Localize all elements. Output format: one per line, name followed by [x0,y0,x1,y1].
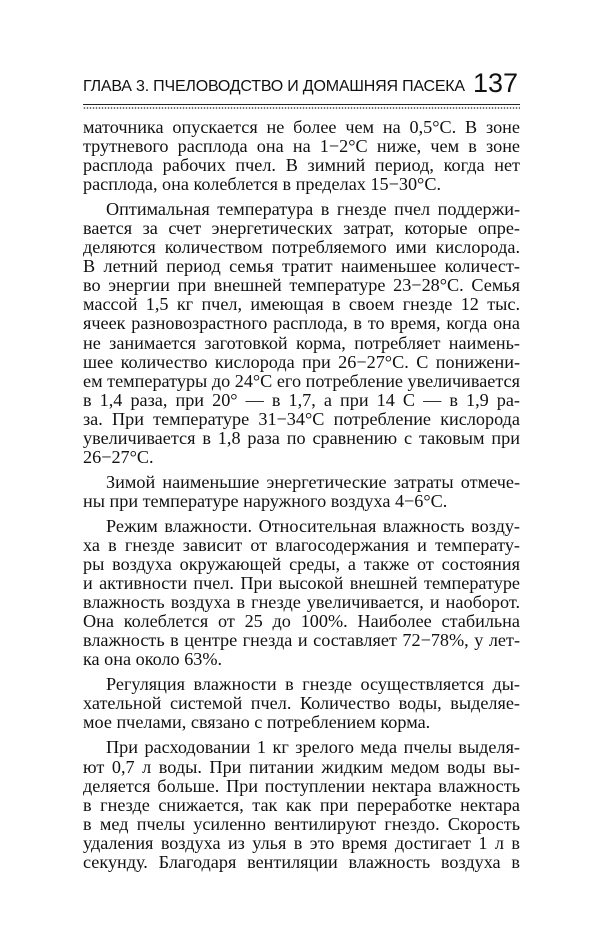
running-head: ГЛАВА 3. ПЧЕЛОВОДСТВО И ДОМАШНЯЯ ПАСЕКА [83,78,465,95]
text-line: в 1,4 раза, при 20° — в 1,7, а при 14 С — в 1,9 ра- [83,389,520,410]
text-line: во энергии при внешней температуре 23−28°С. Семья [83,275,520,296]
text-line: маточника опускается не более чем на 0,5°С. В зоне [83,117,520,137]
header-divider [83,104,520,110]
text-line: В летний период семья тратит наименьшее количест- [83,256,520,277]
text-line: массой 1,5 кг пчел, имеющая в своем гнезде 12 тыс. [83,294,520,315]
body-text [83,118,520,872]
page-number: 137 [472,68,518,98]
text-line: и активности пчел. При высокой внешней температуре [83,573,520,594]
paragraph [83,738,520,871]
text-line: шее количество кислорода при 26−27°С. С понижени- [83,351,520,372]
text-line: ем температуры до 24°С его потребление увеличивается [83,370,520,391]
paragraph [83,473,520,511]
text-line: деляются количеством потребляемого ими кислорода. [83,237,520,258]
text-line: вается за счет энергетических затрат, которые опре- [83,218,520,239]
text-line: не занимается заготовкой корма, потребляет наимень- [83,332,520,353]
text-line: влажность воздуха в гнезде увеличивается, и наоборот. [83,592,520,613]
text-line: Оптимальная температура в гнезде пчел поддержи- [106,199,520,220]
text-line: расплода рабочих пчел. В зимний период, когда нет [83,155,520,176]
text-line: ха в гнезде зависит от влагосодержания и температу- [83,534,520,555]
text-line: увеличивается в 1,8 раза по сравнению с таковым при [83,427,520,448]
text-line: удаления воздуха из улья в это время достигает 1 л в [83,832,520,853]
text-line: При расходовании 1 кг зрелого меда пчелы выделя- [106,737,520,758]
paragraph [83,675,520,732]
text-line: ка она около 63%. [83,649,223,670]
text-line: влажность в центре гнезда и составляет 72−78%, у лет- [83,630,520,651]
text-line: секунду. Благодаря вентиляции влажность воздуха в [83,851,520,872]
paragraph [83,517,520,669]
text-line: ют 0,7 л воды. При питании жидким медом воды вы- [83,756,520,777]
text-line: деляется больше. При поступлении нектара влажность [83,775,520,796]
text-line: мое пчелами, связано с потреблением корма. [83,712,431,733]
text-line: хательной системой пчел. Количество воды, выделяе- [83,693,520,714]
text-line: трутневого расплода она на 1−2°С ниже, чем в зоне [83,136,520,157]
text-line: расплода, она колеблется в пределах 15−30°С. [83,174,441,195]
text-line: Режим влажности. Относительная влажность возду- [106,515,520,536]
paragraph [83,200,520,467]
page-header [83,66,520,102]
text-line: Она колеблется от 25 до 100%. Наиболее стабильна [83,611,520,632]
text-line: ячеек разновозрастного расплода, в то время, когда она [83,313,520,334]
text-line: Регуляция влажности в гнезде осуществляется ды- [106,674,520,695]
text-line: в мед пчелы усиленно вентилируют гнездо. Скорость [83,813,520,834]
text-line: за. При температуре 31−34°С потребление кислорода [83,408,520,429]
text-line: 26−27°С. [83,446,154,467]
text-line: ры воздуха окружающей среды, а также от состояния [83,554,520,575]
paragraph [83,118,520,194]
text-line: ны при температуре наружного воздуха 4−6°С. [83,490,448,511]
text-line: в гнезде снижается, так как при переработке нектара [83,794,520,815]
text-line: Зимой наименьшие энергетические затраты отмече- [106,471,520,492]
